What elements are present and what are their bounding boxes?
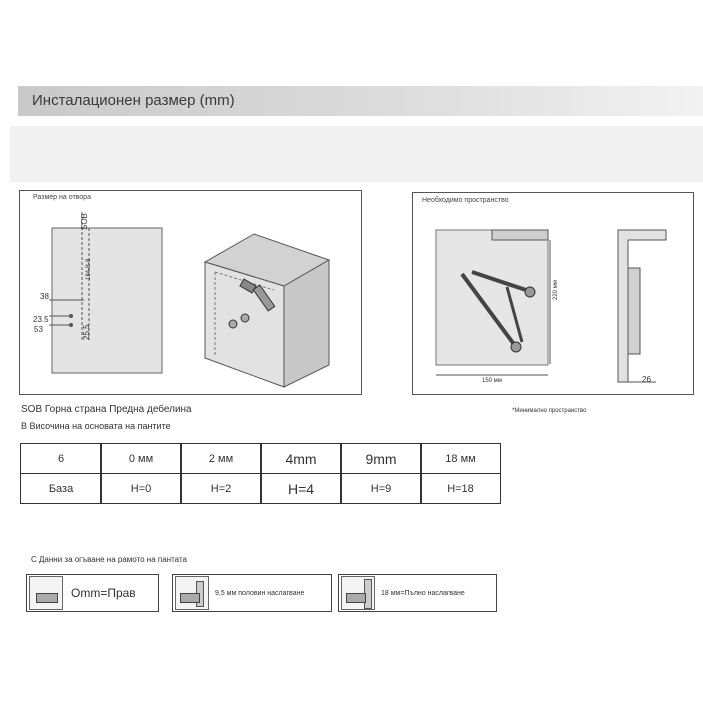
table-cell: H=0 xyxy=(100,473,182,504)
dim-26: 26 xyxy=(642,375,651,384)
dim-38: 38 xyxy=(40,292,49,301)
dim-53: 53 xyxy=(34,325,43,334)
table-cell: 18 мм xyxy=(420,443,501,474)
bend-option-label: 9,5 мм половин наслагване xyxy=(215,589,305,597)
hinge-half-overlay-icon xyxy=(175,576,209,610)
table-cell: H=9 xyxy=(340,473,422,504)
bend-section-title: С Данни за огъване на рамото на пантата xyxy=(31,555,187,564)
base-table xyxy=(20,443,499,503)
table-cell: 0 мм xyxy=(100,443,182,474)
hinge-full-overlay-icon xyxy=(341,576,375,610)
opening-diagram xyxy=(19,190,361,394)
hinge-straight-icon xyxy=(29,576,63,610)
dim-23-5: 23.5 xyxy=(33,315,49,324)
dim-150: 150 мм xyxy=(482,378,502,384)
legend-line-1: SOB Горна страна Предна дебелина xyxy=(21,404,192,415)
bend-option-label: 18 мм=Пълно наслагване xyxy=(381,589,465,597)
bend-option-half-overlay xyxy=(172,574,332,612)
page-title: Инсталационен размер (mm) xyxy=(32,92,235,109)
gray-band xyxy=(10,126,703,182)
dim-sob: SOB xyxy=(80,213,89,230)
table-cell: 6 xyxy=(20,443,102,474)
table-cell: H=2 xyxy=(180,473,262,504)
required-space-label: Необходимо пространство xyxy=(422,197,509,204)
table-cell: 2 мм xyxy=(180,443,262,474)
dim-220: 220 мм xyxy=(553,280,559,300)
opening-size-label: Размер на отвора xyxy=(33,194,91,201)
bend-option-label: Omm=Прав xyxy=(71,586,136,600)
legend-line-2: В Височина на основата на пантите xyxy=(21,421,171,431)
footnote: *Минимално пространство xyxy=(512,408,587,414)
table-cell: 9mm xyxy=(340,443,422,474)
bend-option-straight xyxy=(26,574,159,612)
table-cell: H=4 xyxy=(260,473,342,504)
dim-formula: 184-B-8 xyxy=(86,258,92,280)
table-cell: H=18 xyxy=(420,473,501,504)
dim-25-5: 25.5 xyxy=(82,324,91,340)
table-cell: База xyxy=(20,473,102,504)
table-cell: 4mm xyxy=(260,443,342,474)
bend-option-full-overlay xyxy=(338,574,497,612)
